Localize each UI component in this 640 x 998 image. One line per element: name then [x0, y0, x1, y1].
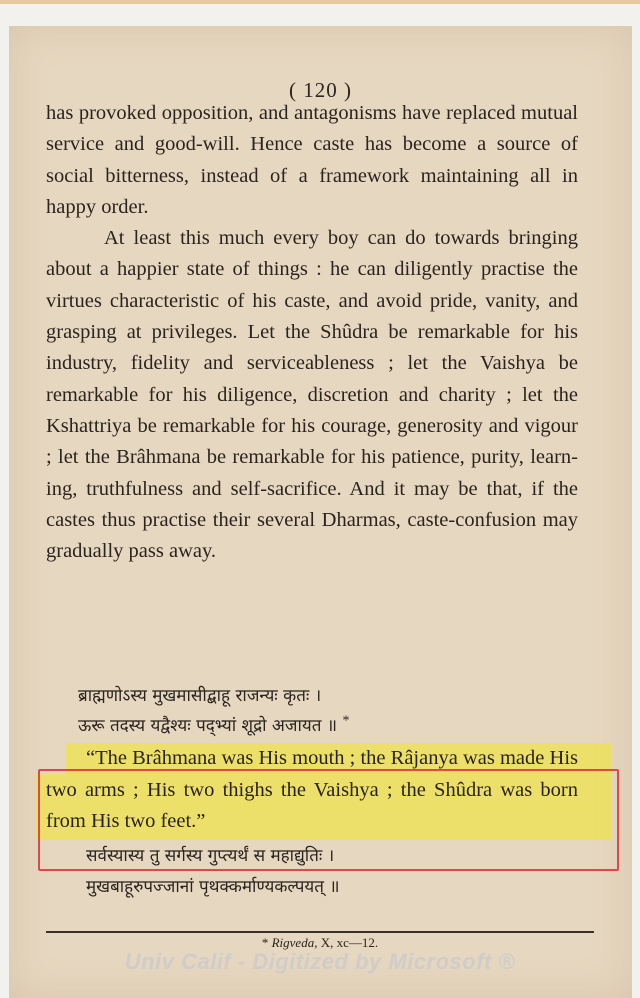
sanskrit-verse-line-4: मुखबाहूरुपज्जानां पृथक्कर्माण्यकल्पयत् ॥ [86, 877, 340, 897]
sanskrit-verse-line-1: ब्राह्मणोऽस्य मुखमासीद्बाहू राजन्यः कृतः । [78, 686, 322, 706]
paragraph-1: has provoked opposition, and antagonisms have replaced mutual service and good-will. Hence caste has become a source of social bitterness, instead of a framework maintaining all in happy order. [46, 102, 578, 218]
footnote-divider [46, 931, 594, 933]
page-number: ( 120 ) [289, 78, 352, 102]
sanskrit-verse-line-2-text: ऊरू तदस्य यद्वैश्यः पद्भ्यां शूद्रो अजायत ॥ [78, 716, 338, 736]
top-edge-strip [0, 0, 640, 4]
body-text [46, 98, 578, 567]
footnote-source: Rigveda, [271, 935, 318, 950]
footnote-marker-bottom: * [261, 935, 269, 950]
highlighted-translation-quote: “The Brâhmana was His mouth ; the Râjanya was made His two arms ; His two thighs the Vaishya ; the Shûdra was born from His two feet.” [46, 747, 578, 832]
sanskrit-verse-line-2 [78, 713, 578, 736]
footnote-marker: * [342, 713, 350, 729]
digitization-watermark: Univ Calif - Digitized by Microsoft ® [124, 949, 516, 974]
paragraph-2: At least this much every boy can do towards bringing about a happier state of things : he can diligently practise the virtues characteristic of his caste, and avoid pride, vanity, and grasping at privileges. Let the Shûdra be remarkable for his industry, fidelity and serviceableness ; let the Vaishya be remarkable for his diligence, discretion and charity ; let the Kshattriya be remarkable for his courage, generosity and vigour ; let the Brâhmana be remarkable for his patience, purity, learning, truthfulness and self-sacrifice. And it may be that, if the castes thus practise their several Dharmas, caste-confusion may gradually pass away. [46, 227, 578, 563]
footnote-reference: X, xc—12. [320, 935, 379, 950]
sanskrit-verse-line-3: सर्वस्यास्य तु सर्गस्य गुप्त्यर्थं स महाद्युतिः । [86, 846, 335, 866]
